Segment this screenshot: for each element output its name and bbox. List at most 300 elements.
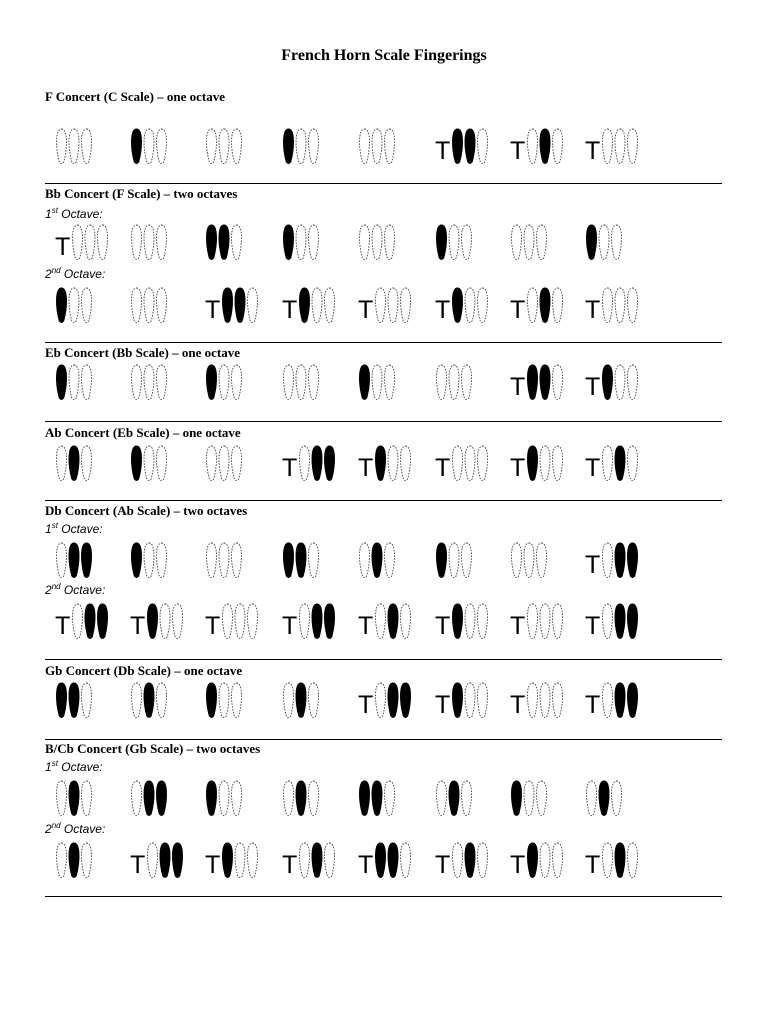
- valves-icon: [221, 840, 259, 880]
- fingering-glyph: [585, 680, 639, 720]
- valve-1-pressed: [132, 446, 142, 481]
- valve-2-pressed: [219, 225, 229, 260]
- valve-3-open: [232, 543, 242, 578]
- octave-text: Octave:: [57, 760, 103, 774]
- fingering-glyph: [130, 601, 184, 641]
- valves-icon: [55, 840, 93, 880]
- thumb-trigger-icon: T: [510, 690, 526, 719]
- valve-3-pressed: [628, 543, 638, 578]
- valve-3-open: [232, 683, 242, 718]
- fingering-glyph: [55, 601, 109, 641]
- valve-3-open: [385, 365, 395, 400]
- valve-1-open: [512, 225, 522, 260]
- valve-2-pressed: [372, 781, 382, 816]
- valve-2-pressed: [372, 543, 382, 578]
- valve-3-open: [628, 365, 638, 400]
- valves-icon: [282, 362, 320, 402]
- octave-label: [45, 582, 105, 597]
- valve-2-open: [540, 446, 550, 481]
- valve-2-pressed: [388, 604, 398, 639]
- valve-1-open: [528, 288, 538, 323]
- valve-3-open: [401, 446, 411, 481]
- valves-icon: [358, 540, 396, 580]
- valve-2-open: [235, 604, 245, 639]
- valve-2-pressed: [312, 604, 322, 639]
- fingering-glyph: [585, 840, 639, 880]
- valve-2-open: [160, 604, 170, 639]
- valves-icon: [601, 443, 639, 483]
- valve-3-open: [309, 683, 319, 718]
- valve-3-open: [157, 129, 167, 164]
- valve-3-open: [325, 288, 335, 323]
- valves-icon: [585, 778, 623, 818]
- valves-icon: [510, 778, 548, 818]
- valve-3-open: [478, 843, 488, 878]
- fingering-glyph: [282, 362, 320, 402]
- thumb-trigger-icon: T: [585, 453, 601, 482]
- valves-icon: [71, 222, 109, 262]
- fingering-glyph: [130, 126, 168, 166]
- valve-1-open: [528, 129, 538, 164]
- valve-1-pressed: [300, 288, 310, 323]
- valve-2-pressed: [465, 129, 475, 164]
- valve-3-pressed: [173, 843, 183, 878]
- fingering-glyph: [282, 680, 320, 720]
- valve-3-pressed: [628, 604, 638, 639]
- thumb-trigger-icon: T: [205, 295, 221, 324]
- octave-text: Octave:: [60, 822, 106, 836]
- fingering-glyph: [585, 126, 639, 166]
- valve-1-open: [207, 446, 217, 481]
- fingering-glyph: [585, 362, 639, 402]
- valve-1-pressed: [284, 543, 294, 578]
- fingering-glyph: [205, 680, 243, 720]
- scale-heading: B/Cb Concert (Gb Scale) – two octaves: [45, 741, 261, 756]
- valve-2-open: [144, 543, 154, 578]
- valves-icon: [282, 680, 320, 720]
- valve-2-open: [540, 843, 550, 878]
- valve-3-open: [537, 543, 547, 578]
- valves-icon: [435, 222, 473, 262]
- valve-1-pressed: [603, 365, 613, 400]
- thumb-trigger-icon: T: [435, 611, 451, 640]
- fingering-glyph: [358, 840, 412, 880]
- valve-2-pressed: [540, 129, 550, 164]
- valve-3-pressed: [401, 683, 411, 718]
- thumb-trigger-icon: T: [510, 850, 526, 879]
- valve-1-open: [284, 365, 294, 400]
- octave-ordinal: st: [51, 521, 58, 530]
- valve-2-pressed: [388, 683, 398, 718]
- valve-2-pressed: [296, 781, 306, 816]
- octave-text: Octave:: [57, 207, 103, 221]
- valve-2-pressed: [296, 683, 306, 718]
- valve-1-open: [57, 843, 67, 878]
- fingering-glyph: [55, 840, 93, 880]
- valve-3-open: [173, 604, 183, 639]
- valve-3-open: [157, 543, 167, 578]
- fingering-glyph: [510, 840, 564, 880]
- section-divider: [45, 421, 722, 422]
- valve-3-open: [612, 225, 622, 260]
- valve-1-open: [603, 843, 613, 878]
- valve-1-pressed: [376, 446, 386, 481]
- valve-2-open: [372, 225, 382, 260]
- valve-3-open: [309, 129, 319, 164]
- fingering-glyph: [358, 601, 412, 641]
- fingering-glyph: [585, 540, 639, 580]
- valve-2-open: [69, 365, 79, 400]
- thumb-trigger-icon: T: [55, 232, 71, 261]
- valve-3-open: [82, 288, 92, 323]
- fingering-glyph: [358, 540, 396, 580]
- valve-2-open: [144, 446, 154, 481]
- valve-1-open: [512, 543, 522, 578]
- valve-2-pressed: [615, 843, 625, 878]
- valve-1-pressed: [57, 365, 67, 400]
- fingering-glyph: [435, 222, 473, 262]
- valve-3-open: [537, 225, 547, 260]
- valve-1-open: [57, 543, 67, 578]
- valve-3-open: [401, 604, 411, 639]
- valve-3-open: [628, 843, 638, 878]
- fingering-glyph: [585, 285, 639, 325]
- valve-1-pressed: [132, 129, 142, 164]
- octave-text: Octave:: [57, 522, 103, 536]
- valve-1-pressed: [57, 683, 67, 718]
- fingering-glyph: [510, 222, 548, 262]
- scale-heading: F Concert (C Scale) – one octave: [45, 89, 226, 104]
- valve-3-pressed: [157, 781, 167, 816]
- fingering-glyph: [205, 362, 243, 402]
- valves-icon: [55, 778, 93, 818]
- fingering-glyph: [55, 778, 93, 818]
- fingering-glyph: [55, 285, 93, 325]
- valve-3-open: [385, 543, 395, 578]
- valves-icon: [601, 540, 639, 580]
- valve-1-pressed: [207, 781, 217, 816]
- valve-2-open: [372, 365, 382, 400]
- valves-icon: [374, 443, 412, 483]
- valves-icon: [601, 285, 639, 325]
- valves-icon: [298, 601, 336, 641]
- valve-3-open: [385, 129, 395, 164]
- valve-3-open: [628, 446, 638, 481]
- valve-2-open: [69, 129, 79, 164]
- valve-2-open: [235, 843, 245, 878]
- valve-2-pressed: [69, 543, 79, 578]
- fingering-glyph: [282, 285, 336, 325]
- valve-2-pressed: [615, 543, 625, 578]
- fingering-glyph: [282, 222, 320, 262]
- fingering-glyph: [282, 443, 336, 483]
- fingering-glyph: [130, 443, 168, 483]
- fingering-glyph: [282, 540, 320, 580]
- valve-1-open: [603, 129, 613, 164]
- valve-3-open: [232, 225, 242, 260]
- valve-1-pressed: [207, 365, 217, 400]
- fingering-glyph: [435, 840, 489, 880]
- valves-icon: [526, 126, 564, 166]
- valve-3-pressed: [82, 543, 92, 578]
- fingering-glyph: [130, 840, 184, 880]
- valve-2-pressed: [69, 683, 79, 718]
- valves-icon: [205, 362, 243, 402]
- thumb-trigger-icon: T: [585, 295, 601, 324]
- valve-3-open: [553, 604, 563, 639]
- fingering-glyph: [205, 540, 243, 580]
- valve-2-open: [615, 129, 625, 164]
- fingering-glyph: [510, 443, 564, 483]
- valves-icon: [451, 601, 489, 641]
- scale-heading: Db Concert (Ab Scale) – two octaves: [45, 503, 248, 518]
- valve-1-pressed: [207, 683, 217, 718]
- valve-3-open: [462, 365, 472, 400]
- valves-icon: [71, 601, 109, 641]
- fingering-glyph: [205, 285, 259, 325]
- valve-1-pressed: [223, 843, 233, 878]
- valve-1-open: [360, 225, 370, 260]
- valves-icon: [358, 222, 396, 262]
- fingering-glyph: [358, 285, 412, 325]
- valve-2-pressed: [615, 446, 625, 481]
- valve-1-pressed: [587, 225, 597, 260]
- valves-icon: [601, 362, 639, 402]
- valve-2-open: [465, 446, 475, 481]
- valves-icon: [451, 285, 489, 325]
- valve-3-open: [232, 365, 242, 400]
- valves-icon: [601, 601, 639, 641]
- valve-1-open: [528, 683, 538, 718]
- octave-label: [45, 521, 103, 536]
- valve-2-open: [144, 365, 154, 400]
- valve-1-pressed: [360, 781, 370, 816]
- valve-2-pressed: [312, 843, 322, 878]
- valve-3-pressed: [628, 683, 638, 718]
- fingering-glyph: [435, 680, 489, 720]
- scale-heading: Ab Concert (Eb Scale) – one octave: [45, 425, 241, 440]
- valve-3-open: [553, 446, 563, 481]
- valve-1-open: [376, 683, 386, 718]
- valves-icon: [282, 222, 320, 262]
- thumb-trigger-icon: T: [585, 850, 601, 879]
- fingering-glyph: [130, 778, 168, 818]
- valve-3-open: [478, 683, 488, 718]
- fingering-glyph: [205, 840, 259, 880]
- valves-icon: [526, 840, 564, 880]
- valve-1-open: [360, 543, 370, 578]
- valves-icon: [282, 540, 320, 580]
- valve-3-open: [309, 543, 319, 578]
- valve-2-open: [524, 225, 534, 260]
- valve-2-open: [296, 225, 306, 260]
- valve-1-pressed: [57, 288, 67, 323]
- valve-3-open: [248, 288, 258, 323]
- fingering-glyph: [510, 362, 564, 402]
- thumb-trigger-icon: T: [282, 453, 298, 482]
- thumb-trigger-icon: T: [435, 850, 451, 879]
- fingering-glyph: [435, 778, 473, 818]
- valve-3-pressed: [325, 446, 335, 481]
- fingering-glyph: [55, 222, 109, 262]
- octave-label: [45, 206, 103, 221]
- valve-1-open: [73, 225, 83, 260]
- valve-3-open: [478, 129, 488, 164]
- valve-1-open: [132, 683, 142, 718]
- octave-ordinal: nd: [51, 821, 61, 830]
- octave-ordinal: st: [51, 206, 58, 215]
- valves-icon: [298, 285, 336, 325]
- valves-icon: [55, 680, 93, 720]
- valve-2-open: [615, 365, 625, 400]
- valve-1-pressed: [453, 683, 463, 718]
- fingering-glyph: [510, 601, 564, 641]
- valves-icon: [130, 778, 168, 818]
- valves-icon: [451, 443, 489, 483]
- octave-label: [45, 821, 105, 836]
- section-divider: [45, 500, 722, 501]
- valve-3-open: [612, 781, 622, 816]
- fingering-glyph: [585, 778, 623, 818]
- section-divider: [45, 896, 722, 897]
- valve-2-pressed: [160, 843, 170, 878]
- octave-ordinal: nd: [51, 266, 61, 275]
- valve-1-open: [603, 543, 613, 578]
- fingering-glyph: [55, 540, 93, 580]
- fingering-glyph: [358, 126, 396, 166]
- section-divider: [45, 659, 722, 660]
- valve-1-open: [603, 446, 613, 481]
- valves-icon: [55, 285, 93, 325]
- valve-3-open: [82, 843, 92, 878]
- section-divider: [45, 739, 722, 740]
- valve-1-open: [587, 781, 597, 816]
- valve-3-open: [157, 225, 167, 260]
- valve-3-open: [82, 129, 92, 164]
- octave-label: [45, 266, 105, 281]
- thumb-trigger-icon: T: [510, 453, 526, 482]
- valve-2-open: [372, 129, 382, 164]
- valve-3-open: [232, 129, 242, 164]
- valve-2-open: [615, 288, 625, 323]
- valve-2-open: [465, 288, 475, 323]
- valves-icon: [55, 362, 93, 402]
- valve-1-pressed: [284, 225, 294, 260]
- fingering-glyph: [130, 680, 168, 720]
- fingering-glyph: [435, 443, 489, 483]
- valve-1-open: [284, 781, 294, 816]
- valve-2-open: [219, 543, 229, 578]
- octave-text: Octave:: [60, 267, 106, 281]
- valve-3-open: [157, 365, 167, 400]
- valve-2-open: [465, 683, 475, 718]
- valve-1-pressed: [528, 843, 538, 878]
- valve-2-pressed: [144, 683, 154, 718]
- valve-2-open: [540, 683, 550, 718]
- thumb-trigger-icon: T: [358, 690, 374, 719]
- valve-1-open: [223, 604, 233, 639]
- valve-1-pressed: [284, 129, 294, 164]
- fingering-glyph: [358, 778, 396, 818]
- valve-3-open: [462, 225, 472, 260]
- valves-icon: [601, 126, 639, 166]
- valve-2-pressed: [615, 683, 625, 718]
- valves-icon: [130, 443, 168, 483]
- valve-2-open: [219, 683, 229, 718]
- fingering-glyph: [435, 362, 473, 402]
- valve-2-open: [69, 288, 79, 323]
- valve-2-open: [449, 543, 459, 578]
- thumb-trigger-icon: T: [585, 372, 601, 401]
- valve-1-pressed: [148, 604, 158, 639]
- thumb-trigger-icon: T: [585, 550, 601, 579]
- valve-1-open: [132, 225, 142, 260]
- octave-number: 2: [45, 583, 52, 597]
- valves-icon: [358, 778, 396, 818]
- valve-3-open: [385, 781, 395, 816]
- valves-icon: [451, 840, 489, 880]
- fingering-glyph: [435, 126, 489, 166]
- valves-icon: [585, 222, 623, 262]
- valve-3-open: [82, 781, 92, 816]
- fingering-glyph: [282, 840, 336, 880]
- valve-1-open: [57, 781, 67, 816]
- valve-3-open: [309, 225, 319, 260]
- thumb-trigger-icon: T: [358, 453, 374, 482]
- valve-2-pressed: [69, 446, 79, 481]
- valves-icon: [435, 362, 473, 402]
- fingering-glyph: [510, 126, 564, 166]
- valve-3-open: [157, 446, 167, 481]
- valves-icon: [55, 540, 93, 580]
- fingering-glyph: [510, 285, 564, 325]
- thumb-trigger-icon: T: [282, 850, 298, 879]
- thumb-trigger-icon: T: [130, 850, 146, 879]
- valve-2-pressed: [312, 446, 322, 481]
- valves-icon: [221, 601, 259, 641]
- thumb-trigger-icon: T: [435, 295, 451, 324]
- octave-number: 2: [45, 267, 52, 281]
- valve-1-pressed: [132, 543, 142, 578]
- valve-2-pressed: [69, 781, 79, 816]
- fingering-glyph: [205, 126, 243, 166]
- valve-2-open: [144, 225, 154, 260]
- valve-1-open: [603, 683, 613, 718]
- valve-3-open: [309, 365, 319, 400]
- valve-1-open: [300, 446, 310, 481]
- valve-3-open: [401, 843, 411, 878]
- valves-icon: [282, 778, 320, 818]
- valve-3-open: [553, 683, 563, 718]
- thumb-trigger-icon: T: [205, 611, 221, 640]
- valves-icon: [526, 601, 564, 641]
- fingering-glyph: [282, 126, 320, 166]
- valves-icon: [205, 540, 243, 580]
- fingering-glyph: [358, 443, 412, 483]
- valves-icon: [298, 840, 336, 880]
- fingering-glyph: [130, 540, 168, 580]
- thumb-trigger-icon: T: [510, 372, 526, 401]
- valves-icon: [374, 285, 412, 325]
- valve-2-open: [296, 129, 306, 164]
- valve-1-open: [437, 781, 447, 816]
- fingering-glyph: [130, 285, 168, 325]
- valve-3-open: [553, 365, 563, 400]
- valve-1-open: [360, 129, 370, 164]
- valve-1-open: [376, 604, 386, 639]
- scale-heading: Gb Concert (Db Scale) – one octave: [45, 663, 243, 678]
- valve-3-pressed: [98, 604, 108, 639]
